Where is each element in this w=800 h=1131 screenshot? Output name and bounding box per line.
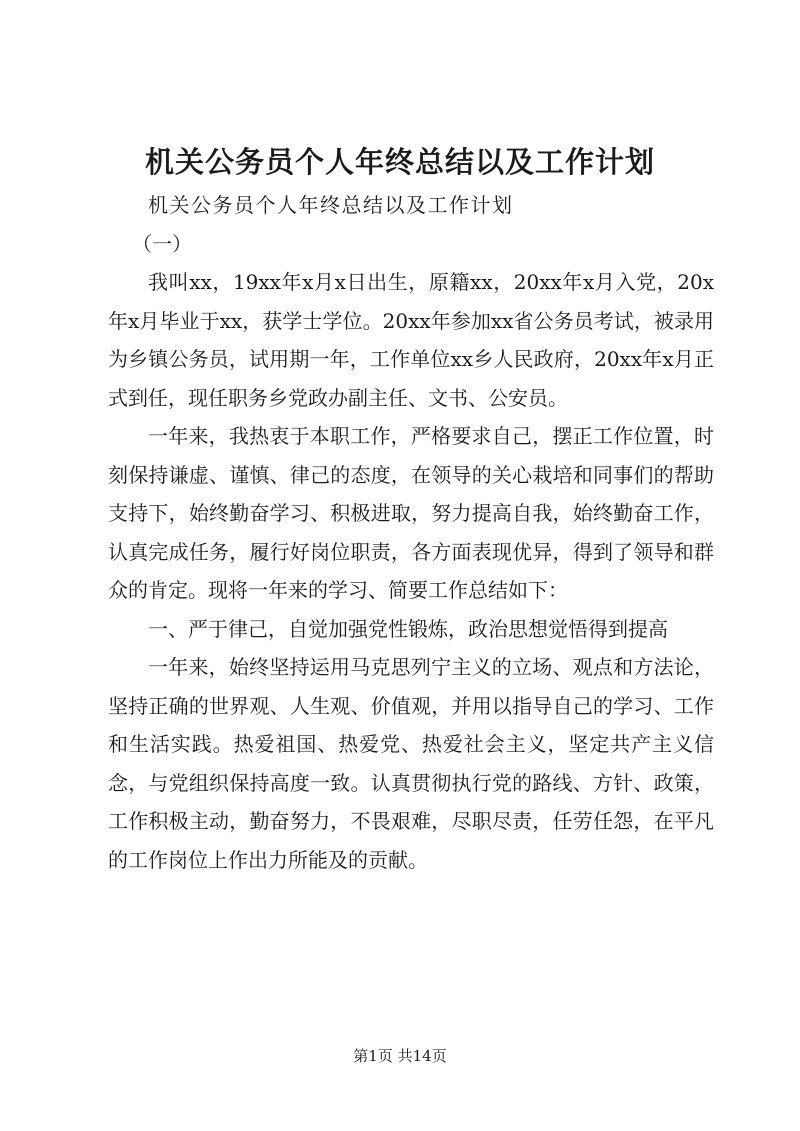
document-title: 机关公务员个人年终总结以及工作计划 (144, 145, 655, 179)
document-subtitle: 机关公务员个人年终总结以及工作计划 (148, 193, 514, 217)
paragraph-introduction: 我叫xx，19xx年x月x日出生，原籍xx，20xx年x月入党，20x年x月毕业于xx，获学士学位。20xx年参加xx省公务员考试，被录用为乡镇公务员，试用期一年，工作单位xx乡人民政府，20xx年x月正式到任，现任职务乡党政办副主任、文书、公安员。 (108, 270, 714, 410)
section-marker: （一） (132, 231, 192, 256)
section-heading-one: 一、严于律己，自觉加强党性锻炼，政治思想觉悟得到提高 (148, 616, 668, 641)
paragraph-political: 一年来，始终坚持运用马克思列宁主义的立场、观点和方法论，坚持正确的世界观、人生观、价值观，并用以指导自己的学习、工作和生活实践。热爱祖国、热爱党、热爱社会主义，坚定共产主义信念，与党组织保持高度一致。认真贯彻执行党的路线、方针、政策，工作积极主动，勤奋努力，不畏艰难，尽职尽责，任劳任怨，在平凡的工作岗位上作出力所能及的贡献。 (108, 655, 714, 872)
document-body (108, 186, 714, 879)
paragraph-overview: 一年来，我热衷于本职工作，严格要求自己，摆正工作位置，时刻保持谦虚、谨慎、律己的态度，在领导的关心栽培和同事们的帮助支持下，始终勤奋学习、积极进取，努力提高自我，始终勤奋工作，认真完成任务，履行好岗位职责，各方面表现优异，得到了领导和群众的肯定。现将一年来的学习、简要工作总结如下： (108, 424, 714, 602)
page-number-footer: 第1页 共14页 (353, 1047, 447, 1065)
